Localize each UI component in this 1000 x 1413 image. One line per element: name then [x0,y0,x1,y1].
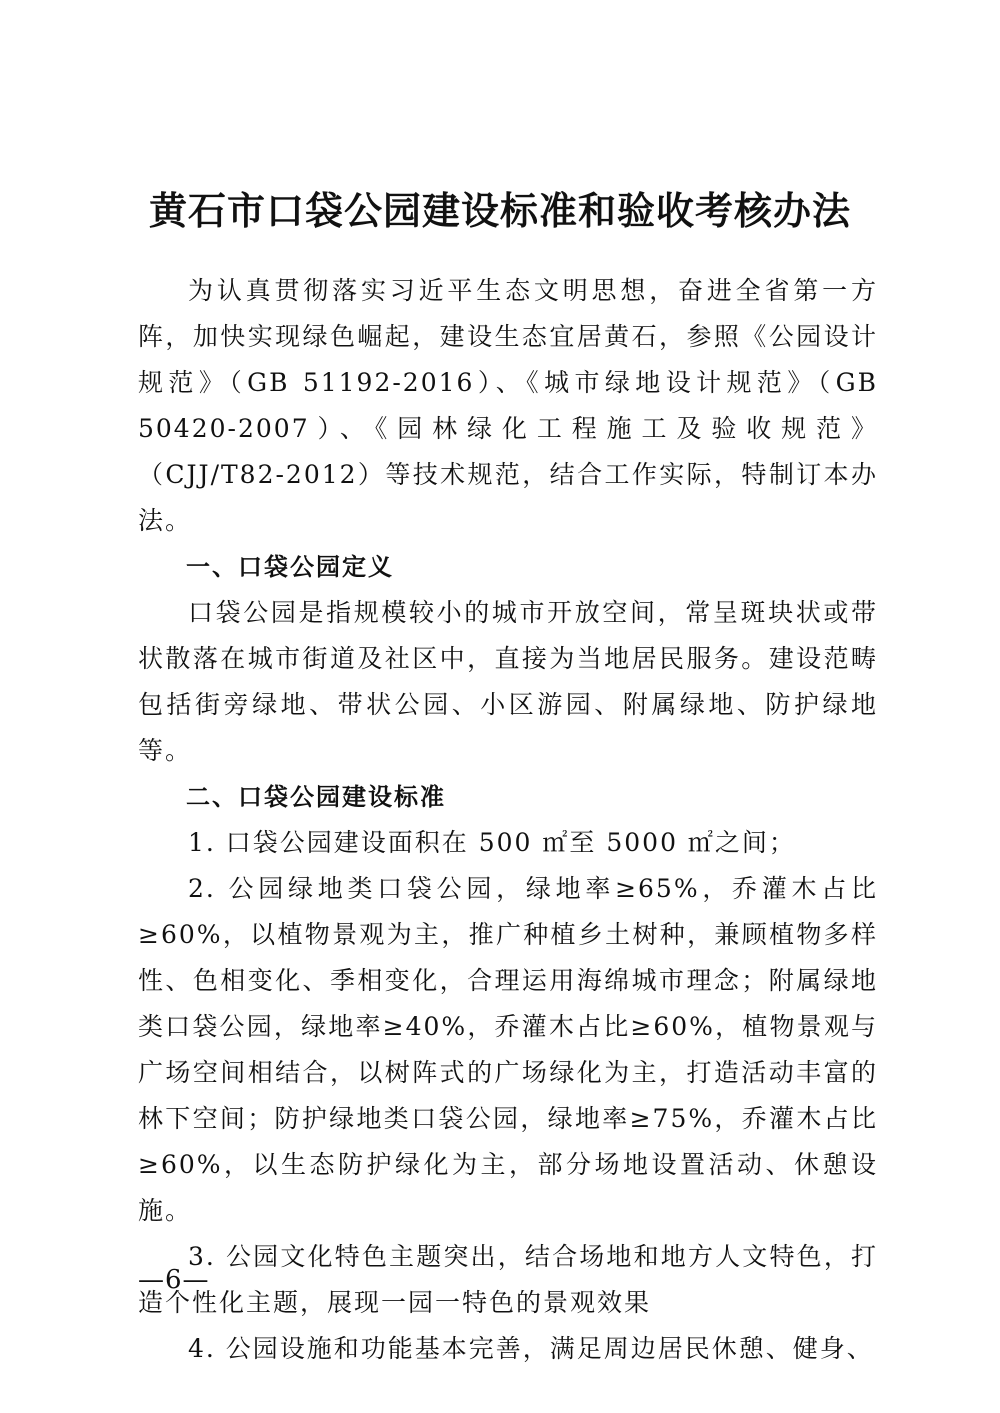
standard-item-1: 1. 口袋公园建设面积在 500 ㎡至 5000 ㎡之间； [188,828,796,857]
section-heading-standards: 二、口袋公园建设标准 [186,783,446,811]
standard-item-4: 4. 公园设施和功能基本完善，满足周边居民休憩、健身、 [188,1334,874,1363]
page-number: —6— [138,1265,210,1295]
document-title: 黄石市口袋公园建设标准和验收考核办法 [148,188,851,233]
standard-item-3: 3. 公园文化特色主题突出，结合场地和地方人文特色，打造个性化主题，展现一园一特色的景观效果 [138,1242,878,1317]
document-body [138,268,878,1372]
section-heading-definition: 一、口袋公园定义 [186,553,394,581]
definition-paragraph: 口袋公园是指规模较小的城市开放空间，常呈斑块状或带状散落在城市街道及社区中，直接为当地居民服务。建设范畴包括街旁绿地、带状公园、小区游园、附属绿地、防护绿地等。 [138,598,878,765]
intro-paragraph: 为认真贯彻落实习近平生态文明思想，奋进全省第一方阵，加快实现绿色崛起，建设生态宜居黄石，参照《公园设计规范》（GB 51192-2016）、《城市绿地设计规范》（GB 50420-2007）、《园林绿化工程施工及验收规范》（CJJ/T82-2012）等技术规范，结合工作实际，特制订本办法。 [138,276,878,535]
standard-item-2: 2. 公园绿地类口袋公园，绿地率≥65%，乔灌木占比≥60%，以植物景观为主，推广种植乡土树种，兼顾植物多样性、色相变化、季相变化，合理运用海绵城市理念；附属绿地类口袋公园，绿地率≥40%，乔灌木占比≥60%，植物景观与广场空间相结合，以树阵式的广场绿化为主，打造活动丰富的林下空间；防护绿地类口袋公园，绿地率≥75%，乔灌木占比≥60%，以生态防护绿化为主，部分场地设置活动、休憩设施。 [138,874,878,1225]
